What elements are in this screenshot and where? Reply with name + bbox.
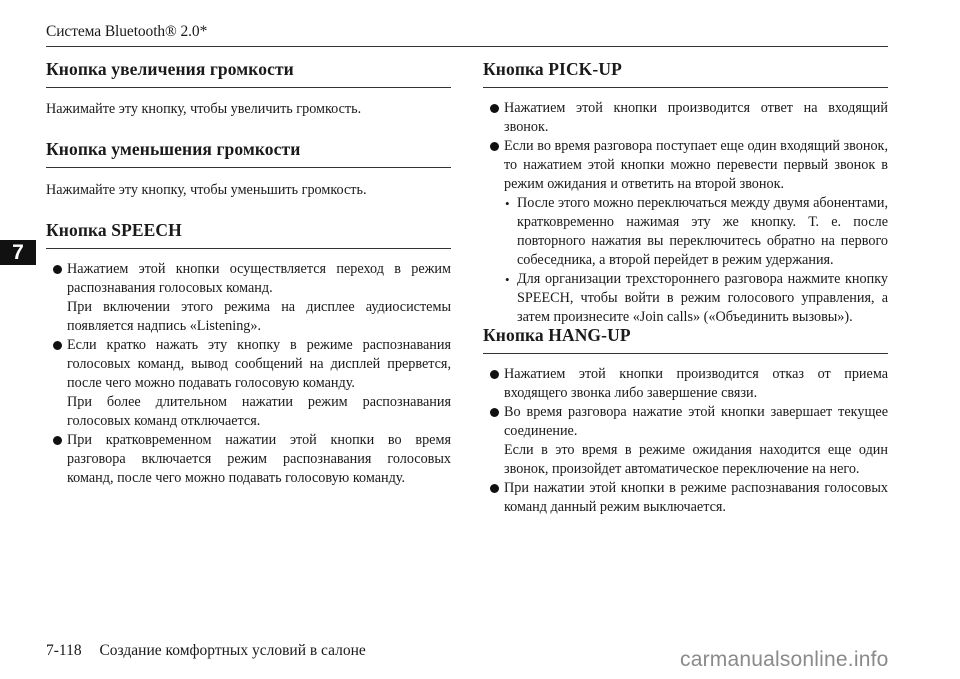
section-speech	[46, 219, 451, 488]
watermark: carmanualsonline.info	[680, 648, 889, 671]
item-text: При кратковременном нажатии этой кнопки во время разговора включается режим распознавания голосовых команд, после чего можно подавать голосовую команду.	[67, 432, 451, 486]
item-text: Если во время разговора поступает еще один входящий звонок, то нажатием этой кнопки можно перевести первый звонок в режим ожидания и ответить на второй звонок.	[504, 138, 888, 192]
section-title: Кнопка SPEECH	[46, 219, 451, 249]
sub-list-item	[483, 270, 888, 327]
bullet-icon	[490, 104, 499, 113]
item-text: Нажатием этой кнопки производится ответ на входящий звонок.	[504, 100, 888, 135]
running-head: Система Bluetooth® 2.0*	[46, 23, 208, 40]
section-title: Кнопка HANG-UP	[483, 324, 888, 354]
bullet-icon	[53, 436, 62, 445]
chapter-tab: 7	[0, 240, 36, 265]
left-column	[46, 0, 451, 600]
list-item	[46, 260, 451, 336]
section-volume-up	[46, 58, 451, 119]
bullet-icon	[490, 484, 499, 493]
sub-list-item	[483, 194, 888, 270]
sub-item-text: После этого можно переключаться между двумя абонентами, кратковременно нажимая эту же кнопку. Т. е. после повторного нажатия вы переключитесь обратно на первого собеседника, а второй перейдет в режим удержания.	[517, 195, 888, 268]
bullet-list	[46, 260, 451, 488]
bullet-icon	[490, 142, 499, 151]
list-item	[46, 431, 451, 488]
sub-item-text: Для организации трехстороннего разговора нажмите кнопку SPEECH, чтобы войти в режим голосового управления, а затем произнесите «Join calls» («Объединить вызовы»).	[517, 271, 888, 325]
item-text: Если кратко нажать эту кнопку в режиме распознавания голосовых команд, вывод сообщений на дисплей прервется, после чего можно подавать голосовую команду.	[67, 337, 451, 391]
item-text: Нажатием этой кнопки осуществляется переход в режим распознавания голосовых команд.	[67, 261, 451, 296]
section-title: Кнопка увеличения громкости	[46, 58, 451, 88]
list-item	[483, 365, 888, 403]
list-item	[483, 99, 888, 137]
page-footer	[46, 642, 366, 660]
section-text: Нажимайте эту кнопку, чтобы уменьшить громкость.	[46, 182, 367, 198]
section-title: Кнопка PICK-UP	[483, 58, 888, 88]
section-hangup	[483, 324, 888, 517]
item-note: Если в это время в режиме ожидания находится еще один звонок, произойдет автоматическое переключение на него.	[504, 442, 888, 477]
list-item	[483, 137, 888, 194]
item-text: Во время разговора нажатие этой кнопки завершает текущее соединение.	[504, 404, 888, 439]
chapter-title: Создание комфортных условий в салоне	[99, 642, 366, 659]
bullet-icon	[490, 370, 499, 379]
section-pickup	[483, 58, 888, 327]
bullet-icon	[53, 265, 62, 274]
list-item	[483, 479, 888, 517]
item-text: Нажатием этой кнопки производится отказ от приема входящего звонка либо завершение связи.	[504, 366, 888, 401]
item-text: При нажатии этой кнопки в режиме распознавания голосовых команд данный режим выключается.	[504, 480, 888, 515]
list-item	[483, 403, 888, 479]
page-number: 7-118	[46, 642, 82, 659]
small-bullet-icon: •	[505, 196, 510, 211]
section-volume-down	[46, 138, 451, 200]
list-item	[46, 336, 451, 431]
bullet-icon	[490, 408, 499, 417]
bullet-icon	[53, 341, 62, 350]
bullet-list	[483, 365, 888, 517]
sub-bullet-list	[483, 194, 888, 327]
small-bullet-icon: •	[505, 272, 510, 287]
item-note: При включении этого режима на дисплее аудиосистемы появляется надпись «Listening».	[67, 299, 451, 334]
bullet-list	[483, 99, 888, 194]
section-text: Нажимайте эту кнопку, чтобы увеличить громкость.	[46, 101, 362, 117]
section-title: Кнопка уменьшения громкости	[46, 138, 451, 168]
item-note: При более длительном нажатии режим распознавания голосовых команд отключается.	[67, 394, 451, 429]
right-column	[483, 0, 888, 600]
